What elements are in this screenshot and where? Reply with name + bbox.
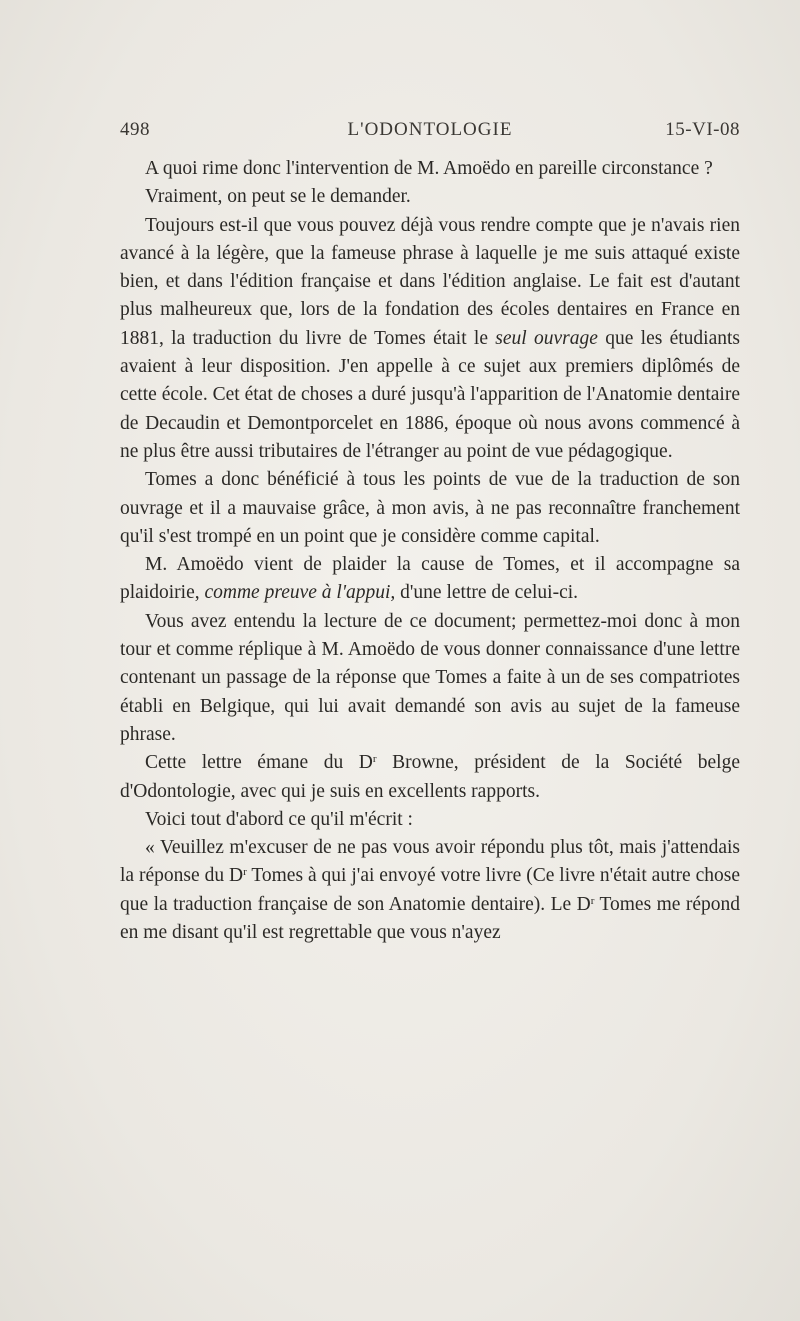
paragraph-7-part-b: Browne, président de la Société belge d'Odontologie, avec qui je suis en excellents rapports. — [120, 752, 740, 802]
paragraph-1: A quoi rime donc l'intervention de M. Amoëdo en pareille circonstance ? — [145, 158, 713, 179]
body-text — [120, 155, 740, 947]
paragraph-9 — [120, 834, 740, 947]
dr-superscript: r — [590, 894, 595, 907]
paragraph-9-part-c: Tomes me répond en me disant qu'il est regrettable que vous n'ayez — [120, 893, 740, 944]
dr-superscript: r — [372, 753, 377, 766]
page-number: 498 — [120, 119, 150, 140]
paragraph-5-part-b: d'une lettre de celui-ci. — [395, 582, 579, 604]
paragraph-3 — [120, 212, 740, 467]
paragraph-4: Tomes a donc bénéficié à tous les points de vue de la traduction de son ouvrage et il a mauvaise grâce, à mon avis, à ne pas reconnaître franchement qu'il s'est trompé en un point que je considère comme capital. — [120, 469, 740, 547]
paragraph-7 — [120, 749, 740, 806]
issue-date: 15-VI-08 — [665, 119, 740, 140]
emphasis-seul-ouvrage: seul ouvrage — [495, 327, 598, 349]
paragraph-3-part-b: que les étudiants avaient à leur disposition. J'en appelle à ce sujet aux premiers diplômés de cette école. Cet état de choses a duré jusqu'à l'apparition de l'Anatomie dentaire de Decaudin et Demontporcelet en 1886, époque où nous avons commencé à ne plus être aussi tributaires de l'étranger au point de vue pédagogique. — [120, 327, 741, 462]
paragraph-2: Vraiment, on peut se le demander. — [145, 186, 411, 208]
paragraph-3-part-a: Toujours est-il que vous pouvez déjà vous rendre compte que je n'avais rien avancé à la légère, que la fameuse phrase à laquelle je me suis attaqué existe bien, et dans l'édition française et dans l'édition anglaise. Le fait est d'autant plus malheureux que, lors de la fondation des écoles dentaires en France en 1881, la traduction du livre de Tomes était le — [120, 214, 740, 349]
paragraph-9-part-a: « Veuillez m'excuser de ne pas vous avoir répondu plus tôt, mais j'attendais la réponse du D — [120, 837, 740, 887]
paragraph-8: Voici tout d'abord ce qu'il m'écrit : — [145, 808, 413, 830]
paragraph-5 — [120, 551, 740, 608]
running-title: L'ODONTOLOGIE — [347, 119, 513, 140]
paragraph-5-part-a: M. Amoëdo vient de plaider la cause de Tomes, et il accompagne sa plaidoirie, — [120, 554, 740, 604]
paragraph-6: Vous avez entendu la lecture de ce document; permettez-moi donc à mon tour et comme réplique à M. Amoëdo de vous donner connaissance d'une lettre contenant un passage de la réponse que Tomes a faite à un de ses compatriotes établi en Belgique, qui lui avait demandé son avis au sujet de la fameuse phrase. — [120, 610, 740, 745]
emphasis-comme-preuve: comme preuve à l'appui, — [204, 582, 396, 604]
paragraph-7-part-a: Cette lettre émane du D — [145, 752, 373, 774]
dr-superscript: r — [243, 866, 247, 879]
paragraph-9-part-b: Tomes à qui j'ai envoyé votre livre (Ce livre n'était autre chose que la traduction française de son Anatomie dentaire). Le D — [120, 865, 740, 915]
running-header — [120, 119, 740, 147]
